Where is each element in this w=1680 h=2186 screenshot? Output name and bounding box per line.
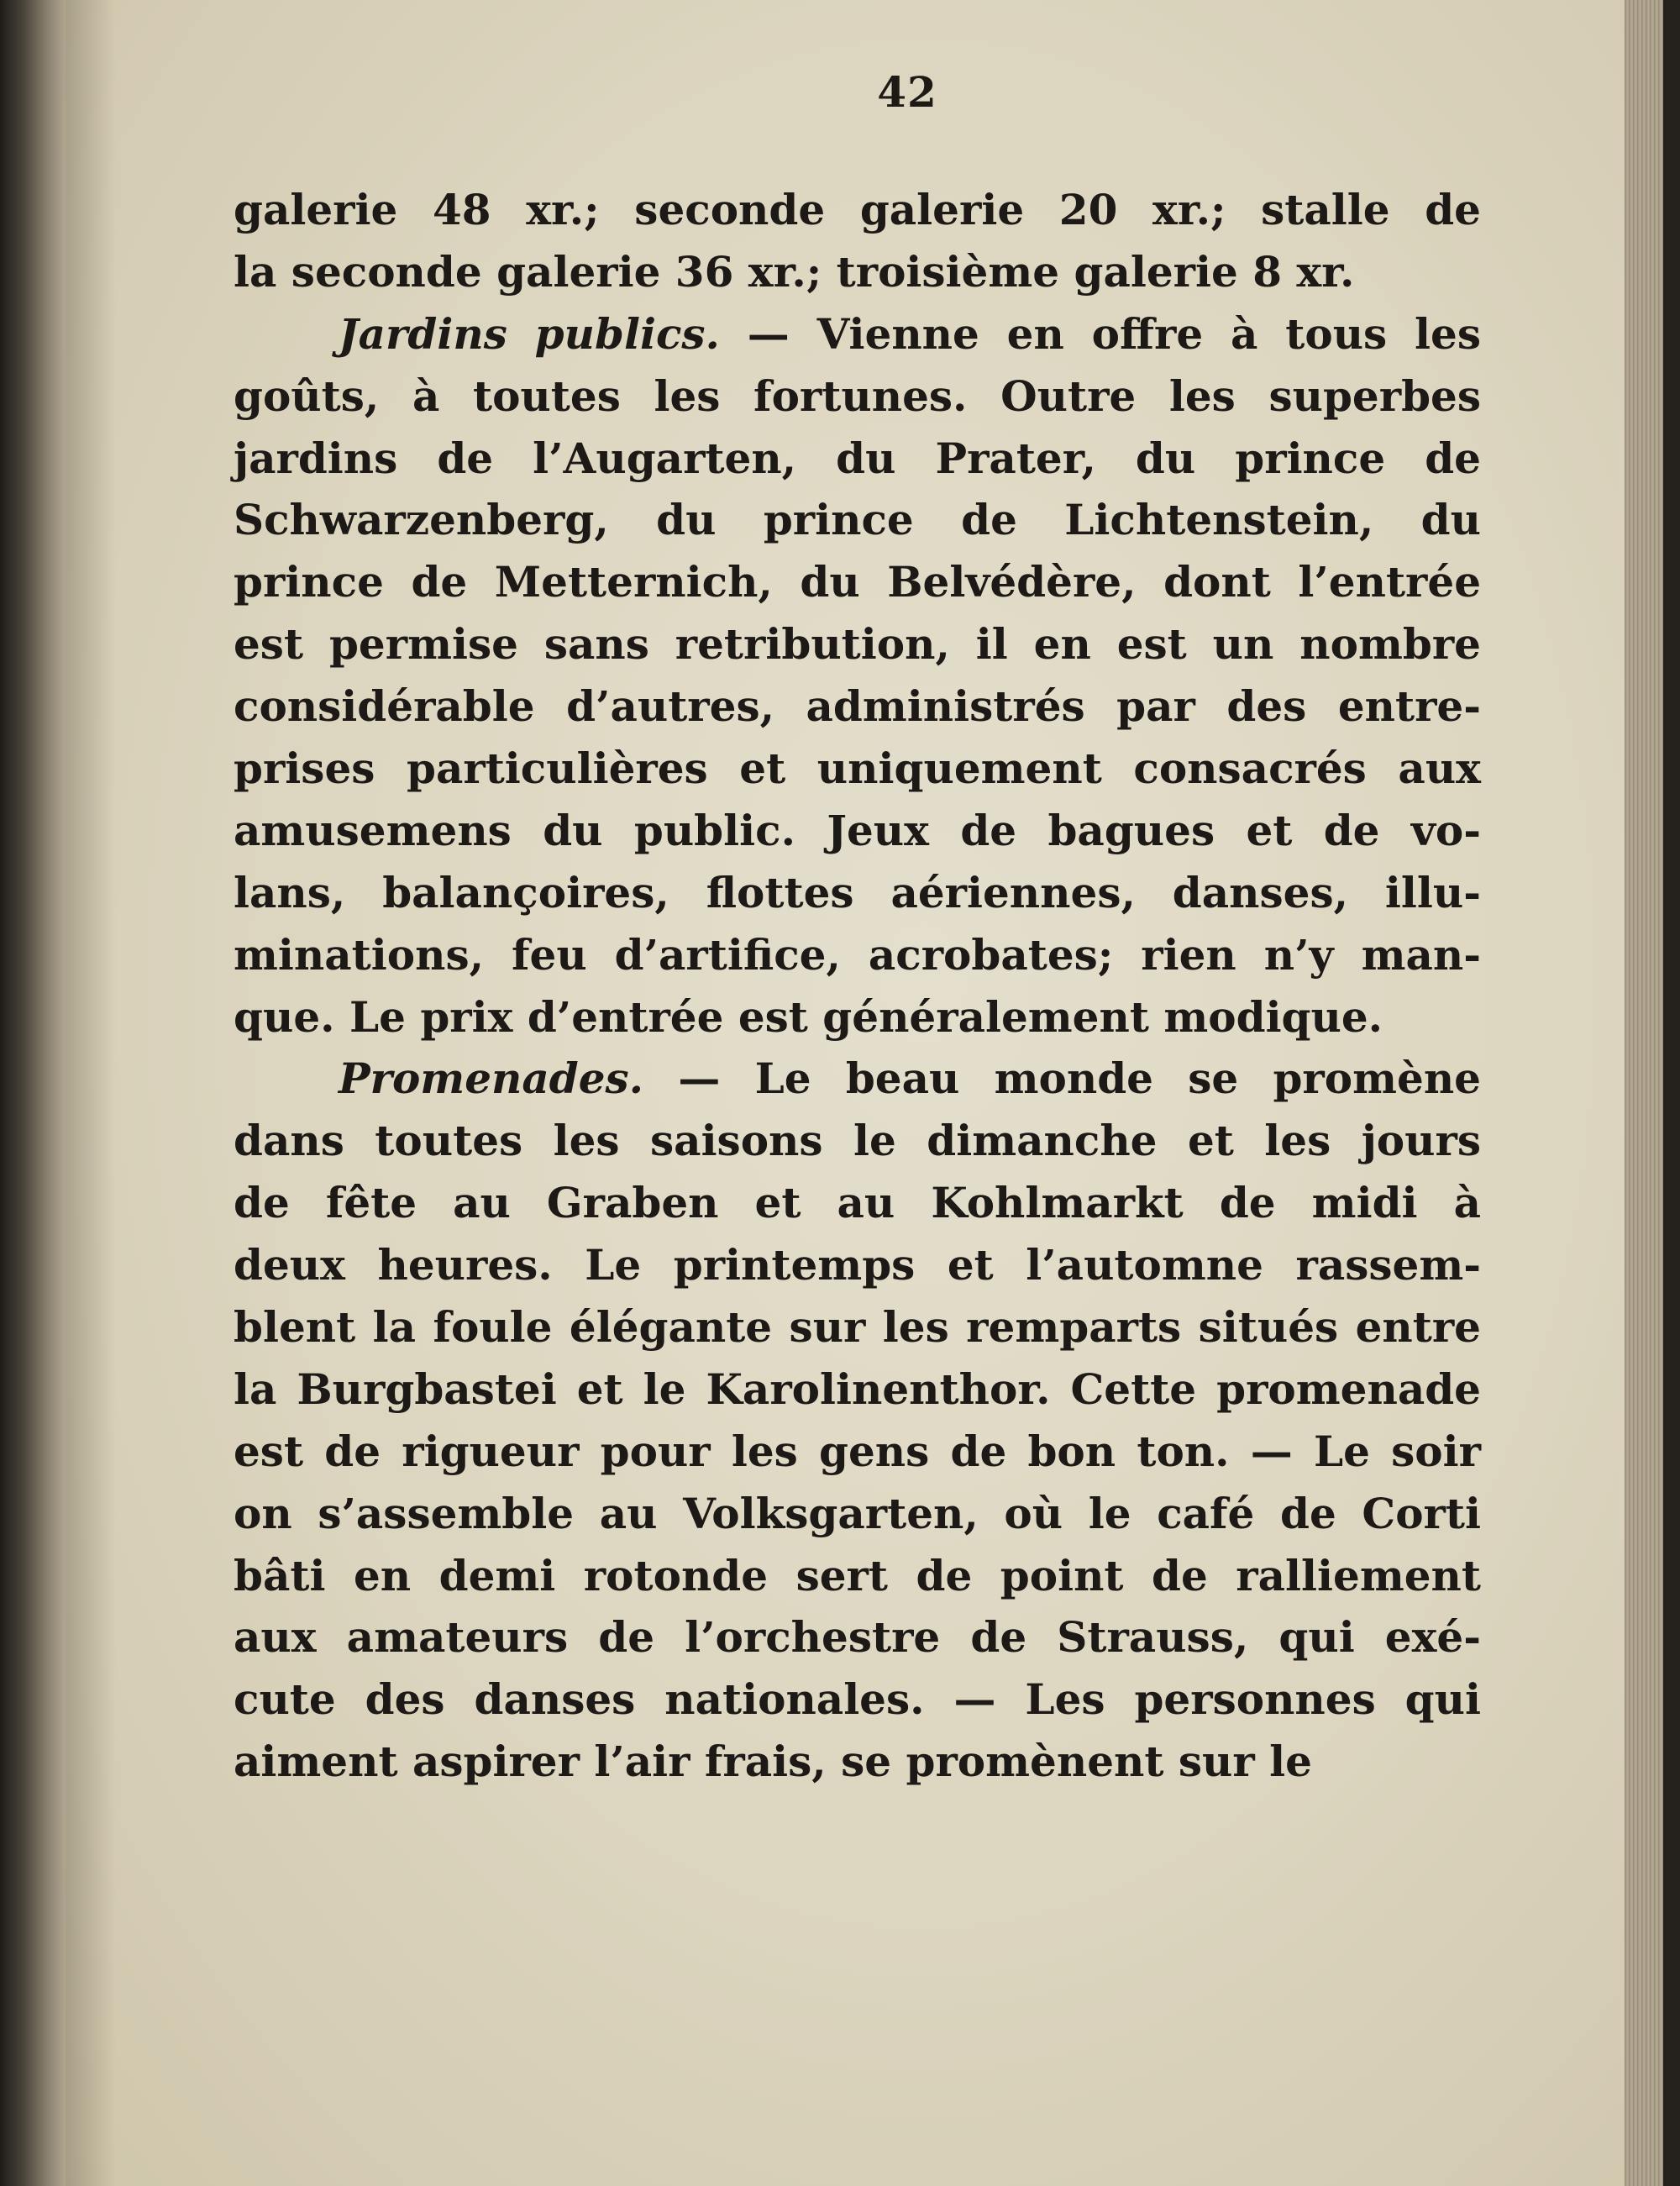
line-text: Schwarzenberg, du prince de Lichtenstein, du xyxy=(234,495,1481,545)
text-line xyxy=(234,738,1481,800)
line-text: deux heures. Le printemps et l’automne rassem- xyxy=(234,1240,1481,1290)
line-text: goûts, à toutes les fortunes. Outre les superbes xyxy=(234,370,1481,421)
line-text: bâti en demi rotonde sert de point de ralliement xyxy=(234,1550,1481,1600)
text-line xyxy=(234,1668,1481,1731)
line-text: de fête au Graben et au Kohlmarkt de midi à xyxy=(234,1178,1481,1228)
line-text: lans, balançoires, flottes aériennes, danses, illu- xyxy=(234,867,1481,917)
line-text: aux amateurs de l’orchestre de Strauss, qui exé- xyxy=(234,1612,1481,1663)
line-text: considérable d’autres, administrés par des entre- xyxy=(234,681,1481,732)
text-line xyxy=(234,365,1481,428)
line-text: — Vienne en offre à tous les xyxy=(719,308,1481,359)
text-line xyxy=(234,1545,1481,1607)
body-text xyxy=(234,179,1481,1793)
line-text: aiment aspirer l’air frais, se promènent sur le xyxy=(234,1737,1312,1787)
line-text: prises particulières et uniquement consacrés aux xyxy=(234,744,1481,794)
line-text: galerie 48 xr.; seconde galerie 20 xr.; stalle de xyxy=(234,185,1481,234)
line-text: est permise sans retribution, il en est un nombre xyxy=(234,619,1481,670)
page-edges xyxy=(1621,0,1680,2186)
book-gutter xyxy=(0,0,67,2186)
line-text: prince de Metternich, du Belvédère, dont l’entrée xyxy=(234,557,1481,607)
text-line xyxy=(234,1358,1481,1421)
line-text: jardins de l’Augarten, du Prater, du prince de xyxy=(234,433,1481,483)
text-line xyxy=(234,489,1481,551)
text-line xyxy=(234,303,1481,365)
line-text: la Burgbastei et le Karolinenthor. Cette promenade xyxy=(234,1364,1481,1414)
text-line xyxy=(234,800,1481,862)
line-text: on s’assemble au Volksgarten, où le café de Corti xyxy=(234,1488,1481,1538)
line-text: que. Le prix d’entrée est généralement modique. xyxy=(234,991,1383,1042)
text-line xyxy=(234,1606,1481,1668)
text-line xyxy=(234,675,1481,738)
section-heading: Jardins publics. xyxy=(339,308,720,359)
page-number: 42 xyxy=(877,67,937,117)
text-line xyxy=(234,924,1481,986)
text-line xyxy=(234,1483,1481,1545)
text-line xyxy=(234,1234,1481,1296)
text-line xyxy=(234,179,1481,241)
line-text: la seconde galerie 36 xr.; troisième galerie 8 xr. xyxy=(234,246,1355,297)
text-line xyxy=(234,1110,1481,1172)
text-line xyxy=(234,428,1481,490)
line-text: dans toutes les saisons le dimanche et les jours xyxy=(234,1116,1481,1166)
text-line xyxy=(234,1731,1481,1793)
line-text: blent la foule élégante sur les remparts situés entre xyxy=(234,1302,1481,1353)
text-line xyxy=(234,241,1481,303)
text-line xyxy=(234,1048,1481,1110)
line-text: est de rigueur pour les gens de bon ton. — Le soir xyxy=(234,1426,1481,1476)
line-text: minations, feu d’artifice, acrobates; rien n’y man- xyxy=(234,929,1481,980)
text-line xyxy=(234,986,1481,1048)
line-text: amusemens du public. Jeux de bagues et de vo- xyxy=(234,805,1481,855)
text-line xyxy=(234,551,1481,613)
section-heading: Promenades. xyxy=(339,1054,644,1104)
text-line xyxy=(234,1296,1481,1358)
line-text: cute des danses nationales. — Les personnes qui xyxy=(234,1674,1481,1725)
text-line xyxy=(234,613,1481,675)
text-line xyxy=(234,862,1481,924)
text-line xyxy=(234,1172,1481,1234)
line-text: — Le beau monde se promène xyxy=(643,1054,1481,1104)
text-line xyxy=(234,1421,1481,1483)
